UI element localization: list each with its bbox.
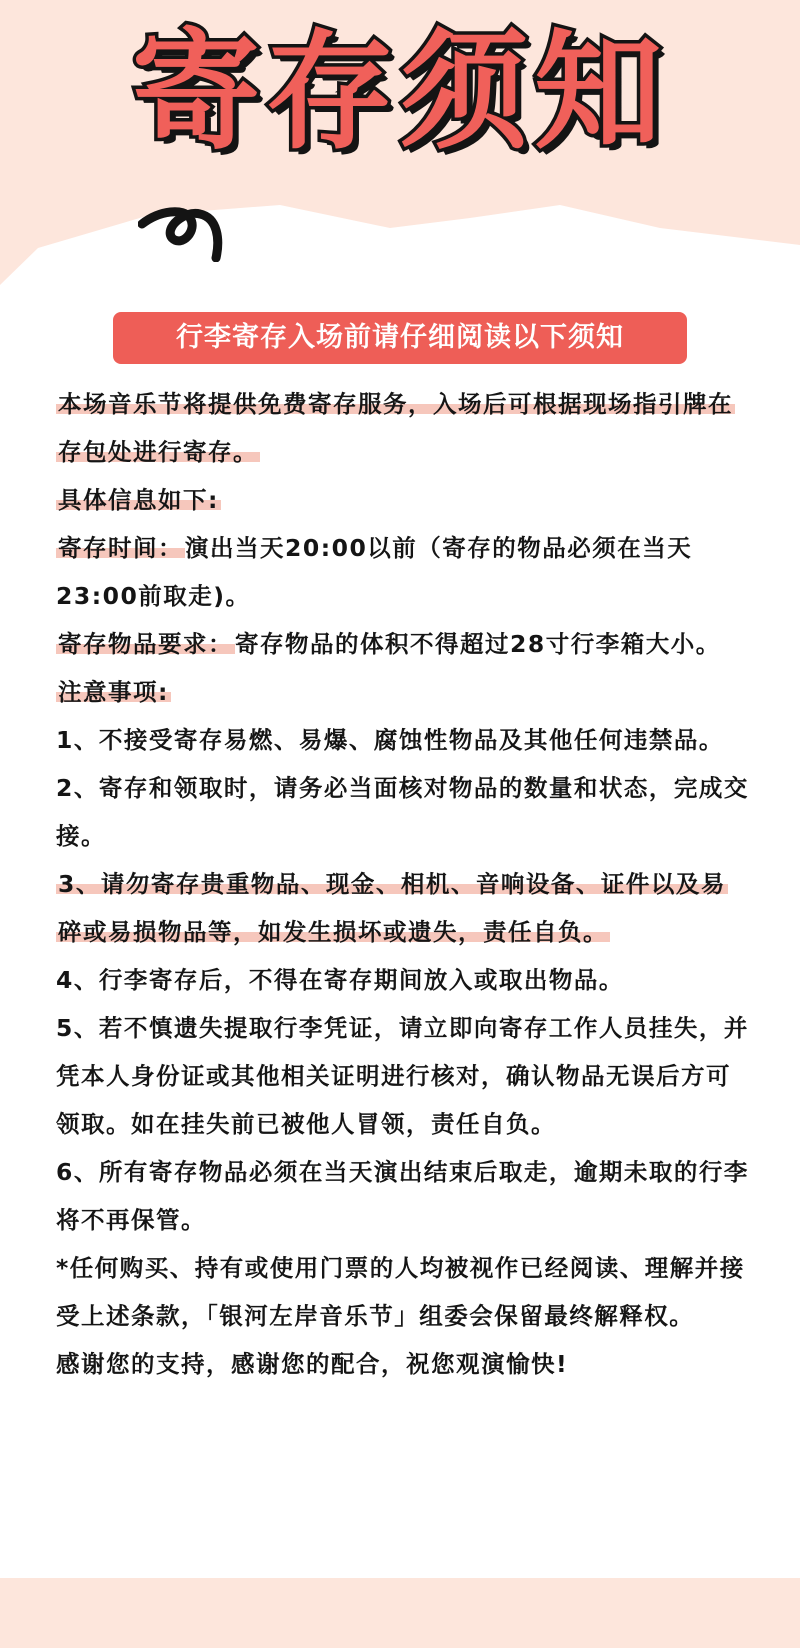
note-item-3-text: 3、请勿寄存贵重物品、现金、相机、音响设备、证件以及易碎或易损物品等，如发生损坏或遗失，责任自负。 <box>58 870 726 946</box>
thanks-paragraph: 感谢您的支持，感谢您的配合，祝您观演愉快! <box>56 1350 569 1378</box>
disclaimer-paragraph: *任何购买、持有或使用门票的人均被视作已经阅读、理解并接受上述条款，「银河左岸音乐节」组委会保留最终解释权。 <box>56 1254 745 1330</box>
item-requirement-paragraph <box>56 620 750 668</box>
storage-time-text: 演出当天20:00以前（寄存的物品必须在当天23:00前取走)。 <box>56 534 693 610</box>
notes-heading-text: 注意事项: <box>58 678 169 706</box>
subtitle-banner: 行李寄存入场前请仔细阅读以下须知 <box>113 312 687 364</box>
intro-text: 本场音乐节将提供免费寄存服务，入场后可根据现场指引牌在存包处进行寄存。 <box>58 390 733 466</box>
note-item-5: 5、若不慎遗失提取行李凭证，请立即向寄存工作人员挂失，并凭本人身份证或其他相关证明进行核对，确认物品无误后方可领取。如在挂失前已被他人冒领，责任自负。 <box>56 1014 749 1138</box>
info-heading-text: 具体信息如下: <box>58 486 219 514</box>
notice-content <box>56 380 750 1388</box>
note-item-1: 1、不接受寄存易燃、易爆、腐蚀性物品及其他任何违禁品。 <box>56 726 724 754</box>
page-title: 寄存须知 <box>131 18 668 167</box>
storage-time-label: 寄存时间： <box>58 534 183 562</box>
note-item-6: 6、所有寄存物品必须在当天演出结束后取走，逾期未取的行李将不再保管。 <box>56 1158 749 1234</box>
item-requirement-label: 寄存物品要求： <box>58 630 233 658</box>
squiggle-doodle-icon <box>138 200 230 262</box>
info-heading <box>56 476 750 524</box>
intro-paragraph <box>56 380 750 476</box>
note-item-2: 2、寄存和领取时，请务必当面核对物品的数量和状态，完成交接。 <box>56 774 749 850</box>
notes-heading <box>56 668 750 716</box>
note-item-3 <box>56 860 750 956</box>
note-item-4: 4、行李寄存后，不得在寄存期间放入或取出物品。 <box>56 966 624 994</box>
storage-time-paragraph <box>56 524 750 620</box>
item-requirement-text: 寄存物品的体积不得超过28寸行李箱大小。 <box>235 630 721 658</box>
